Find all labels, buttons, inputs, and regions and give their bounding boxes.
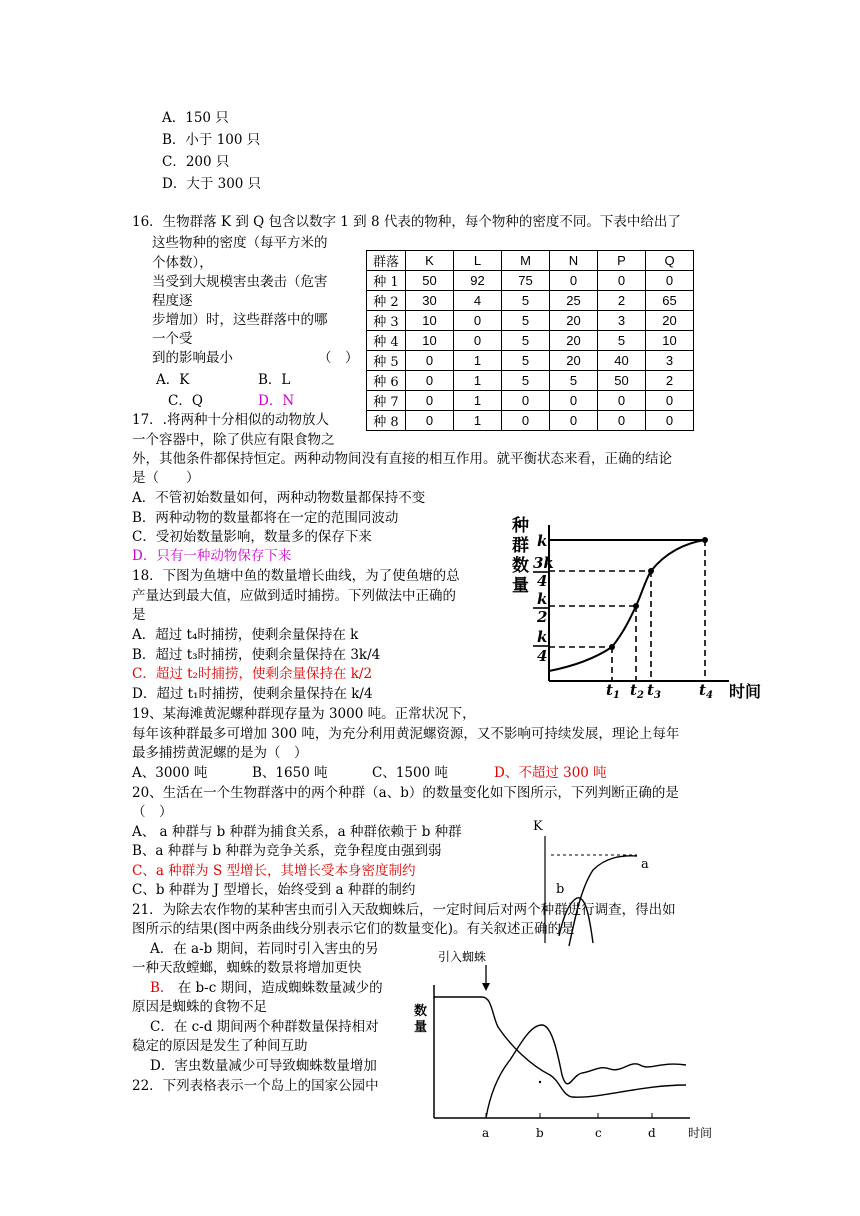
answer-paren: （ ）	[318, 350, 359, 366]
ylabel-char: 数	[414, 1004, 428, 1019]
table-cell: 0	[454, 331, 502, 351]
q16-option-b: B．L	[258, 372, 291, 388]
table-cell: 0	[598, 271, 646, 291]
tick-a: a	[482, 1126, 490, 1140]
q16-option-d: D．N	[258, 393, 295, 409]
table-cell: 种 6	[367, 371, 406, 391]
table-cell: 2	[646, 371, 694, 391]
k12-denominator: 2	[537, 608, 548, 626]
table-cell: 20	[646, 311, 694, 331]
q16-line: 当受到大规模害虫袭击（危害	[152, 274, 328, 290]
q17-option-a: A．不管初始数量如何，两种动物数量都保持不变	[132, 490, 426, 506]
q18-line: 是	[132, 607, 146, 623]
q17-option-d: D．只有一种动物保存下来	[132, 548, 292, 564]
logistic-growth-figure	[505, 505, 775, 705]
ylabel-char: 量	[414, 1020, 428, 1035]
k12-numerator: k	[537, 590, 548, 608]
tick-b: b	[536, 1126, 544, 1140]
q17-option-c: C．受初始数量影响，数量多的保存下来	[132, 529, 372, 545]
table-cell: Q	[646, 251, 694, 271]
q21-option-c-cont: 稳定的原因是发生了种间互助	[132, 1038, 308, 1054]
q16-line: 程度逐	[152, 293, 193, 309]
q21-option-c: C．在 c-d 期间两个种群数量保持相对	[150, 1019, 379, 1035]
q18-stem: 18．下图为鱼塘中鱼的数量增长曲线，为了使鱼塘的总	[132, 568, 460, 584]
table-header-row	[367, 251, 694, 271]
q21-option-b: B. 在 b-c 期间，造成蜘蛛数量减少的	[150, 980, 383, 996]
table-cell: 25	[550, 291, 598, 311]
table-cell: 1	[454, 391, 502, 411]
q20-option-b: B、a 种群与 b 种群为竞争关系，竞争程度由强到弱	[132, 843, 442, 859]
table-cell: 10	[406, 331, 454, 351]
q16-stem: 16．生物群落 K 到 Q 包含以数字 1 到 8 代表的物种，每个物种的密度不同。下表中给出了	[132, 214, 681, 230]
table-cell: 5	[502, 311, 550, 331]
table-cell: 5	[502, 291, 550, 311]
q21-option-b-cont: 原因是蜘蛛的食物不足	[132, 999, 267, 1015]
table-cell: 3	[646, 351, 694, 371]
q22-stem: 22．下列表格表示一个岛上的国家公园中	[132, 1078, 379, 1094]
table-cell: 0	[406, 351, 454, 371]
spider-curve	[486, 1025, 686, 1118]
table-cell: 0	[502, 391, 550, 411]
t1-label: $t_1$	[606, 681, 620, 701]
k14-numerator: k	[537, 628, 548, 646]
ylabel-char: 群	[512, 536, 529, 556]
table-cell: P	[598, 251, 646, 271]
table-cell: 75	[502, 271, 550, 291]
q15-option-b: B．小于 100 只	[162, 132, 261, 148]
table-cell: K	[406, 251, 454, 271]
table-row	[367, 371, 694, 391]
q19-option-b: B、1650 吨	[252, 765, 328, 781]
table-cell: 20	[550, 351, 598, 371]
xlabel: 时间	[729, 682, 762, 701]
q16-option-a: A．K	[156, 372, 190, 388]
table-cell: 群落	[367, 251, 406, 271]
q17-line: 外，其他条件都保持恒定。两种动物间没有直接的相互作用。就平衡状态来看，正确的结论	[132, 451, 672, 467]
table-cell: 40	[598, 351, 646, 371]
table-cell: 3	[598, 311, 646, 331]
table-cell: 5	[502, 351, 550, 371]
k-label: k	[537, 532, 548, 550]
table-cell: M	[502, 251, 550, 271]
table-cell: 0	[502, 411, 550, 431]
q19-line: 每年该种群最多可增加 300 吨，为充分利用黄泥螺资源，又不影响可持续发展，理论上每年	[132, 726, 680, 742]
q16-line: 到的影响最小	[152, 350, 233, 366]
table-cell: 50	[406, 271, 454, 291]
q20-option-a: A、 a 种群与 b 种群为捕食关系，a 种群依赖于 b 种群	[132, 824, 462, 840]
table-cell: 0	[550, 411, 598, 431]
table-cell: 50	[598, 371, 646, 391]
k14-denominator: 4	[537, 647, 548, 665]
table-cell: 0	[646, 411, 694, 431]
table-cell: 65	[646, 291, 694, 311]
q16-option-c: C．Q	[168, 393, 203, 409]
q16-line: 这些物种的密度（每平方米的	[152, 235, 328, 251]
table-cell: 种 8	[367, 411, 406, 431]
table-cell: 20	[550, 311, 598, 331]
q20-line: （ ）	[132, 804, 173, 820]
table-cell: 20	[550, 331, 598, 351]
table-cell: 0	[646, 271, 694, 291]
q17-stem: 17．.将两种十分相似的动物放人	[132, 412, 329, 428]
q19-option-d: D、不超过 300 吨	[494, 765, 607, 781]
q21-option-a-cont: 一种天敌螳螂，蜘蛛的数景将增加更快	[132, 960, 362, 976]
k-label: K	[533, 819, 543, 834]
table-cell: 92	[454, 271, 502, 291]
table-cell: 种 4	[367, 331, 406, 351]
table-cell: 1	[454, 351, 502, 371]
table-cell: 种 3	[367, 311, 406, 331]
table-cell: 0	[598, 391, 646, 411]
q18-line: 产量达到最大值，应做到适时捕捞。下列做法中正确的	[132, 588, 456, 604]
q17-option-b: B．两种动物的数量都将在一定的范围同波动	[132, 510, 399, 526]
q20-option-c: C、a 种群为 S 型增长，其增长受本身密度制约	[132, 863, 416, 879]
table-cell: N	[550, 251, 598, 271]
table-cell: 种 7	[367, 391, 406, 411]
q20-stem: 20、生活在一个生物群落中的两个种群（a、b）的数量变化如下图所示，下列判断正确的是	[132, 785, 679, 801]
table-cell: 0	[646, 391, 694, 411]
q15-option-c: C．200 只	[162, 154, 230, 170]
table-cell: 1	[454, 411, 502, 431]
q15-option-d: D．大于 300 只	[162, 176, 262, 192]
k34-numerator: 3k	[533, 554, 554, 572]
table-row	[367, 331, 694, 351]
t4-label: $t_4$	[699, 681, 713, 701]
q20-option-c2: C、b 种群为 J 型增长，始终受到 a 种群的制约	[132, 882, 416, 898]
q19-stem: 19、某海滩黄泥螺种群现存量为 3000 吨。正常状况下，	[132, 706, 476, 722]
table-cell: 0	[406, 371, 454, 391]
table-cell: 种 2	[367, 291, 406, 311]
tick-d: d	[648, 1126, 656, 1140]
table-row	[367, 311, 694, 331]
table-cell: 0	[406, 411, 454, 431]
q18-option-c: C．超过 t₂时捕捞，使剩余量保持在 k/2	[132, 666, 373, 682]
table-cell: 4	[454, 291, 502, 311]
t3-label: $t_3$	[647, 681, 661, 701]
q17-line: 一个容器中，除了供应有限食物之	[132, 432, 335, 448]
table-cell: 30	[406, 291, 454, 311]
table-cell: 10	[646, 331, 694, 351]
q21-line: 图所示的结果(图中两条曲线分别表示它们的数量变化)。有关叙述正确的是	[132, 921, 575, 937]
q18-option-a: A．超过 t₄时捕捞，使剩余量保持在 k	[132, 627, 359, 643]
series-b-label: b	[556, 882, 565, 897]
table-cell: 1	[454, 371, 502, 391]
q19-option-a: A、3000 吨	[132, 765, 208, 781]
q21-option-d: D．害虫数量减少可导致蜘蛛数量增加	[150, 1058, 377, 1074]
intro-spider-label: 引入蜘蛛	[438, 950, 487, 964]
table-cell: 0	[550, 391, 598, 411]
table-cell: 2	[598, 291, 646, 311]
table-row	[367, 271, 694, 291]
q21-option-a: A．在 a-b 期间，若同时引入害虫的另	[150, 941, 379, 957]
q16-line: 一个受	[152, 331, 193, 347]
ylabel-char: 数	[512, 556, 529, 576]
q16-line: 步增加）时，这些群落中的哪	[152, 312, 328, 328]
table-cell: 5	[502, 331, 550, 351]
q19-line: 最多捕捞黄泥螺的是为（ ）	[132, 745, 308, 761]
arrow-icon	[482, 983, 490, 991]
series-a-label: a	[641, 857, 649, 872]
xlabel: 时间	[688, 1126, 713, 1140]
table-cell: 0	[598, 411, 646, 431]
q17-line: 是（ ）	[132, 470, 200, 486]
table-cell: 5	[502, 371, 550, 391]
q18-option-b: B．超过 t₃时捕捞，使剩余量保持在 3k/4	[132, 647, 381, 663]
table-cell: 种 5	[367, 351, 406, 371]
table-cell: 5	[550, 371, 598, 391]
ylabel-char: 种	[512, 516, 529, 536]
table-cell: 10	[406, 311, 454, 331]
ylabel-char: 量	[512, 576, 529, 596]
table-row	[367, 391, 694, 411]
q21-stem: 21．为除去农作物的某种害虫而引入天敌蜘蛛后，一定时间后对两个种群进行调查，得出如	[132, 902, 676, 918]
tick-c: c	[595, 1126, 602, 1140]
k34-denominator: 4	[537, 572, 548, 590]
table-row	[367, 411, 694, 431]
q16-line: 个体数），	[152, 255, 213, 271]
q18-option-d: D．超过 t₁时捕捞，使剩余量保持在 k/4	[132, 686, 373, 702]
spider-pest-figure	[410, 945, 730, 1145]
pest-curve	[434, 997, 686, 1097]
table-cell: 0	[406, 391, 454, 411]
table-cell: 0	[454, 311, 502, 331]
density-table	[366, 250, 694, 431]
q15-option-a: A．150 只	[162, 110, 229, 126]
q19-option-c: C、1500 吨	[372, 765, 448, 781]
table-cell: 5	[598, 331, 646, 351]
table-cell: 0	[550, 271, 598, 291]
table-cell: L	[454, 251, 502, 271]
table-row	[367, 291, 694, 311]
t2-label: $t_2$	[630, 681, 644, 701]
table-cell: 种 1	[367, 271, 406, 291]
table-row	[367, 351, 694, 371]
